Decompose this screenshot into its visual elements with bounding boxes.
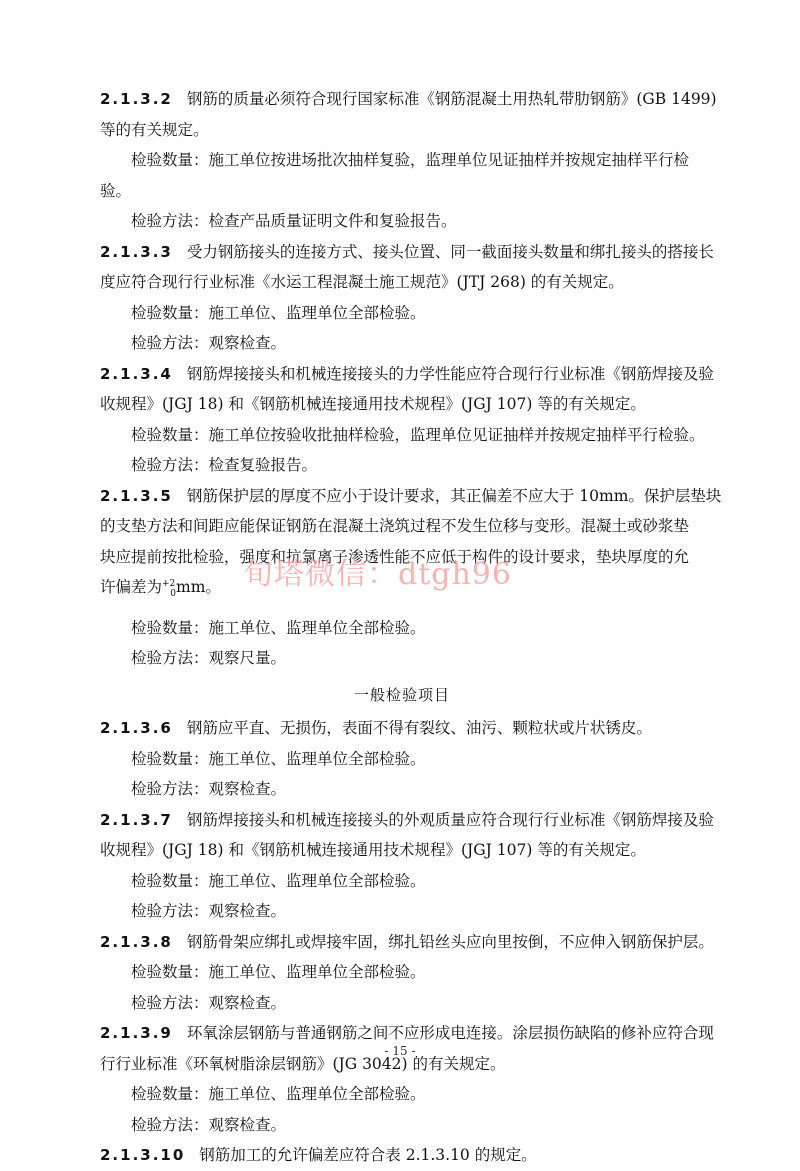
inspection-method: 检验方法：观察检查。 <box>131 902 287 920</box>
inspection-quantity: 检验数量：施工单位按验收批抽样检验，监理单位见证抽样并按规定抽样平行检验。 <box>131 425 705 444</box>
clause-number: 2.1.3.10 <box>100 1146 186 1164</box>
clause-text: 钢筋骨架应绑扎或焊接牢固，绑扎铅丝头应向里按倒，不应伸入钢筋保护层。 <box>186 932 714 951</box>
clause-text-continued: 收规程》(JGJ 18) 和《钢筋机械连接通用技术规程》(JGJ 107) 等的有关规定。 <box>100 395 646 413</box>
clause-2-1-3-10 <box>100 1140 704 1171</box>
tolerance-lower: 0 <box>170 589 177 600</box>
inspection-method: 检验方法：观察检查。 <box>131 1115 287 1134</box>
inspection-quantity: 检验数量：施工单位、监理单位全部检验。 <box>131 618 426 637</box>
clause-number: 2.1.3.7 <box>100 810 173 829</box>
clause-number: 2.1.3.3 <box>100 242 173 261</box>
page-number: - 15 - <box>384 1044 416 1058</box>
inspection-method: 检验方法：检查复验报告。 <box>131 456 318 474</box>
inspection-method: 检验方法：检查产品质量证明文件和复验报告。 <box>131 212 457 230</box>
clause-text-continued: 块应提前按批检验，强度和抗氯离子渗透性能不应低于构件的设计要求，垫块厚度的允 <box>100 547 690 566</box>
clause-text-continued: 收规程》(JGJ 18) 和《钢筋机械连接通用技术规程》(JGJ 107) 等的有关规定。 <box>100 841 646 859</box>
clause-number: 2.1.3.8 <box>100 932 173 951</box>
document-body <box>100 84 722 1171</box>
clause-number: 2.1.3.5 <box>100 486 173 505</box>
clause-text: 钢筋焊接接头和机械连接接头的外观质量应符合现行行业标准《钢筋焊接及验 <box>186 810 714 829</box>
tolerance-unit: mm。 <box>176 578 221 596</box>
clause-2-1-3-5 <box>100 481 722 512</box>
inspection-method: 检验方法：观察检查。 <box>131 334 287 352</box>
tolerance-upper: +2 <box>162 578 176 589</box>
inspection-quantity: 检验数量：施工单位、监理单位全部检验。 <box>131 871 426 890</box>
clause-text-continued: 等的有关规定。 <box>100 120 209 139</box>
watermark: 旬塔微信：dtgh96 <box>243 557 512 592</box>
inspection-quantity: 检验数量：施工单位、监理单位全部检验。 <box>131 303 426 322</box>
section-heading: 一般检验项目 <box>353 685 450 704</box>
clause-2-1-3-2 <box>100 84 717 115</box>
clause-2-1-3-4 <box>100 359 714 390</box>
inspection-quantity: 检验数量：施工单位、监理单位全部检验。 <box>131 1085 426 1103</box>
clause-number: 2.1.3.9 <box>100 1024 173 1042</box>
clause-2-1-3-6 <box>100 713 704 744</box>
clause-text: 钢筋的质量必须符合现行国家标准《钢筋混凝土用热轧带肋钢筋》(GB 1499) <box>186 90 717 108</box>
clause-text-continued: 的支垫方法和间距应能保证钢筋在混凝土浇筑过程不发生位移与变形。混凝土或砂浆垫 <box>100 517 690 535</box>
inspection-method: 检验方法：观察检查。 <box>131 780 287 798</box>
clause-text: 钢筋保护层的厚度不应小于设计要求，其正偏差不应大于 10mm。保护层垫块 <box>186 486 722 505</box>
inspection-method: 检验方法：观察尺量。 <box>131 649 287 667</box>
clause-text: 受力钢筋接头的连接方式、接头位置、同一截面接头数量和绑扎接头的搭接长 <box>186 242 714 261</box>
clause-2-1-3-7 <box>100 805 714 836</box>
clause-number: 2.1.3.2 <box>100 90 173 108</box>
clause-text: 环氧涂层钢筋与普通钢筋之间不应形成电连接。涂层损伤缺陷的修补应符合现 <box>186 1024 714 1042</box>
clause-number: 2.1.3.4 <box>100 364 173 383</box>
inspection-quantity: 检验数量：施工单位、监理单位全部检验。 <box>131 963 426 981</box>
clause-number: 2.1.3.6 <box>100 719 173 737</box>
clause-text: 钢筋应平直、无损伤，表面不得有裂纹、油污、颗粒状或片状锈皮。 <box>186 719 652 737</box>
spacer <box>100 603 704 613</box>
inspection-quantity: 检验数量：施工单位、监理单位全部检验。 <box>131 749 426 768</box>
clause-2-1-3-8 <box>100 927 714 958</box>
clause-text: 钢筋焊接接头和机械连接接头的力学性能应符合现行行业标准《钢筋焊接及验 <box>186 364 714 383</box>
inspection-quantity-continued: 验。 <box>100 181 132 200</box>
inspection-quantity: 检验数量：施工单位按进场批次抽样复验，监理单位见证抽样并按规定抽样平行检 <box>131 151 690 169</box>
clause-text-continued: 度应符合现行行业标准《水运工程混凝土施工规范》(JTJ 268) 的有关规定。 <box>100 273 624 291</box>
tolerance-prefix: 许偏差为 <box>100 578 163 596</box>
inspection-method: 检验方法：观察检查。 <box>131 993 287 1012</box>
clause-text: 钢筋加工的允许偏差应符合表 2.1.3.10 的规定。 <box>199 1146 537 1164</box>
clause-text-continued: 行行业标准《环氧树脂涂层钢筋》(JG 3042) 的有关规定。 <box>100 1054 506 1073</box>
clause-2-1-3-3 <box>100 237 714 268</box>
